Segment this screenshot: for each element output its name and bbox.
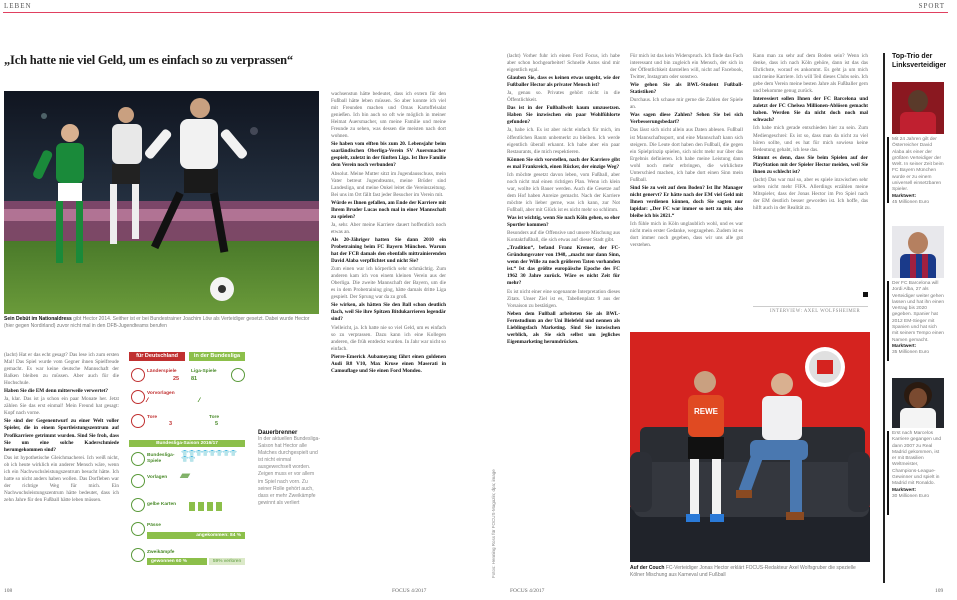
col2-para: Zum einen war ich körperlich sehr schmächtig. Zum anderen kam ich von einem kleinen Verein aus der Oberliga. Die zweite Mannschaft der Bayern, um die es in dem Probetraining ging, hätte damals dritte Liga gespielt. Der Sprung war da zu groß.: [331, 266, 446, 301]
col3-para: Ja, genau so. Privates gehört nicht in die Öffentlichkeit.: [507, 90, 620, 104]
col5-question: Interessiert sollen Ihnen der FC Barcelona und zuletzt der FC Chelsea Millionen-Ablösen gemacht haben. Werden Sie da nicht doch noch mal schwach?: [753, 96, 868, 124]
photo-credit: Fotos: Henning Ross für FOCUS-Magazin; dpa; image: [491, 469, 496, 578]
yellow-card-icon: [131, 498, 145, 512]
col3-question: Neben dem Fußball arbeiteten Sie als BWL-Fernstudium an der Uni Bielefeld und nennen als Lieblingsfach Marketing. Sind Sie inzwischen werblich, als Sie sich selbst um jegliches Eigenmarketing herumdrücken.: [507, 310, 620, 345]
section-label-left: LEBEN: [4, 2, 32, 10]
col3-para: (lacht) Vorher fuhr ich einen Ford Focus, ich habe aber schon hochgearbeitet! Schnelle Autos sind mir eigentlich egal.: [507, 53, 620, 74]
couch-photo-art: [630, 332, 870, 562]
col2-question: Sie wirken, als hätten Sie den Ball schon deutlich flach, weil Sie ihre Spitzen Bitdukarrieren legendär sind?: [331, 302, 446, 323]
match-photo-art: [4, 91, 319, 314]
dauerbrenner-box: [258, 430, 320, 507]
col3-question: Was ist wichtig, wenn Sie nach Köln gehen, so eher Sportler kommen?: [507, 215, 620, 229]
jersey-sponsor: REWE: [694, 407, 718, 416]
player-marcelo-marker: [887, 431, 889, 515]
goal-icon: [131, 414, 145, 428]
article-column-5: [753, 53, 868, 298]
player-jordi-alba-text: [892, 281, 944, 357]
section-label-right: SPORT: [918, 2, 945, 10]
ball-icon: [231, 368, 245, 382]
magazine-issue-left: FOCUS 4/2017: [392, 588, 427, 594]
col2-para: wachsenstun hätte bedeutet, dass ich extern für den Fußball hätte leben müssen. So aber konnte ich viel mit Freunden machen und Omas Kartoffelsalat genießen. Ich bin auch so oft wie möglich in meiner Heimat Auersmacher, um meine Familie und meine Freunde zu sehen, was dessen die meisten nach dort wohnen.: [331, 91, 446, 140]
season-bar: Bundesliga-Saison 2016/17: [129, 440, 245, 447]
stat-label-right: Liga-Spiele: [191, 369, 217, 374]
col3-question: „Tradition“, befand Franz Kremer, der FC-Gründungsvater von 1948, „macht nur dann Sinn, wenn der Wille zu noch größeren Taten vorhanden ist.“ Ist das größte europäische Epoche des FC 1962 30 Jahre zurück. Wäre es nicht Zeit für mehr?: [507, 245, 620, 287]
shirt-icons: 👕👕👕👕👕👕👕👕👕👕: [181, 451, 237, 463]
col2-para: Ja, sehr. Aber meine Karriere dauert hoffentlich noch etwas an.: [331, 221, 446, 235]
stat-value: 3: [169, 421, 173, 427]
player-marcelo-desc: Erst nach Marcelos Karriere gegangen und dann 2007 zu Real Madrid gekommen, ist er mit Brasilien Weltmeister, Champions-League-Gewinner und spielt in Madrid mit Ronaldo.: [892, 431, 942, 487]
col2-question: Sie haben vom elften bis zum 20. Lebensjahr beim saarländischen Oberliga-Verein SV Auersmacher gespielt, zuletzt in der fünften Liga. Ist Ihre Familie dem Verein noch verbunden?: [331, 141, 446, 169]
stat-value-right: 5: [215, 421, 219, 427]
player-alaba-value: 45 Millionen Euro: [892, 199, 930, 205]
stat-label: Vorvorlagen: [147, 391, 175, 396]
col1-question: Sie sind der Gegenentwurf zu einer Welt voller Spieler, die in einem Sportleistungszentrum auf Profikarriere getrimmt wurden. Sind Sie froh, dass Sie um eine solche Kaderschmiede herumgekommen sind?: [4, 418, 119, 453]
caption-lead: Sein Debüt im Nationaldress: [4, 316, 72, 322]
col3-para: Ja, habe ich. Es ist aber nicht einfach für mich, im öffentlichen Raum unbemerkt zu bleiben. Ich werde eigentlich überall erkannt. Ich habe aber ein paar Restaurants, die mich respektieren.: [507, 127, 620, 155]
sidebar-rule: [883, 53, 885, 583]
stats-head-germany: für Deutschland: [129, 352, 185, 361]
article-headline: „Ich hatte nie viel Geld, um es einfach so zu verprassen“: [4, 53, 293, 67]
season-assist-icon: [131, 474, 145, 488]
player-alaba-marker: [887, 137, 889, 203]
top-trio-sidebar: [892, 53, 952, 70]
player-photo-alaba: [892, 82, 944, 134]
player-marcelo-value-label: Marktwert:: [892, 487, 917, 493]
player-photo-marcelo: [892, 378, 944, 428]
col3-para: Es ist nicht einer eine sogenannte Interpretation dieses Zitats. Unser Ziel ist es, Tabellenplatz 9 aus der Vorsaison zu bestätigen.: [507, 288, 620, 309]
season-row-label: gelbe Karten: [147, 502, 177, 507]
player-alaba-value-label: Marktwert:: [892, 193, 917, 199]
col4-para: Für mich ist das kein Widerspruch. Ich finde das Fach interessant und bin zugleich ein Mensch, der sich in der Öffentlichkeit darstellen will, nicht auf Facebook, Twitter, Instagram oder sonstwo.: [630, 53, 743, 81]
player-jordi-alba-value: 35 Millionen Euro: [892, 350, 930, 356]
season-games-icon: [131, 452, 145, 466]
col4-para: Durchaus. Ich schaue mir gerne die Zahlen der Spiele an.: [630, 97, 743, 111]
couch-photo: [630, 332, 870, 562]
match-photo-caption: [4, 316, 320, 330]
page-number-right: 109: [935, 588, 944, 594]
player-alaba-text: [892, 137, 944, 206]
player-alaba-desc: Mit 24 Jahren gilt der Österreicher David Alaba als einer der größten Verteidiger der Welt. In seiner Zeit beim FC Bayern München wurde er zu einem universell einsetzbaren Spieler.: [892, 137, 944, 193]
couch-photo-caption: [630, 565, 870, 579]
col2-question: Als 20-Jähriger hatten Sie dann 2010 ein Probetraining beim FC Bayern München. Warum hat der FCB damals den ebenfalls mittrainierenden David Alaba verpflichtet und nicht Sie?: [331, 236, 446, 265]
player-jordi-alba-value-label: Marktwert:: [892, 343, 917, 349]
col5-para: (lacht) Das war mal so, aber es spiele inzwischen sehr selten nicht mehr FIFA. Allerdings erzählen meine Mitspieler, dass der Jonas Hector im Pro Spiel nach der EM deutlich besser geworden ist. Ich hoffe, das hilft auch in der Realität zu.: [753, 176, 868, 211]
dauerbrenner-text: In der aktuellen Bundesliga-Saison hat Hector alle Matches durchgespielt und ist nicht einmal ausgewechselt worden. Zeigen muss er vor allem im Spiel nach vorn. Zu seiner Rolle gehört auch, dass er mehr Zweikämpfe gewinnt als verliert: [258, 436, 320, 506]
season-row-label: Vorlagen: [147, 475, 168, 480]
stat-label: Länderspiele: [147, 369, 177, 374]
caption-text: gibt Hector 2014. Seither ist er bei Bundestrainer Joachim Löw als Verteidiger gesetzt. Dabei wurde Hector (hier gegen Nordirland) zuvor nicht mal in den DFB-Jugendteams berufen: [4, 316, 310, 329]
end-mark: [863, 292, 868, 297]
player-marcelo-value: 30 Millionen Euro: [892, 493, 930, 499]
player-jordi-alba-desc: Der FC Barcelona will Jordi Alba, 27 als Verteidiger weiter gehen lassen und hat ihn einen Vertrag bis 2020 gegeben. Spanier hat 2012 EM-Sieger mit Spanien und hat sich mit seinem Tempo einen Namen gemacht.: [892, 281, 945, 343]
col1-para: (lacht) Hat er das echt gesagt? Das lese ich zum ersten Mal! Das Spiel wurde vom Gegner ihnen Spielfreude gemacht. Es war keine deutsche Mannschaft der Balken bleiben zu müssen. Aber auch für die Hochschule.: [4, 352, 119, 387]
stat-value: 25: [173, 376, 180, 382]
magazine-issue-right: FOCUS 4/2017: [510, 588, 545, 594]
article-column-3: [507, 53, 620, 583]
assist-icon: [131, 390, 145, 404]
col3-question: Das ist in der Fußballwelt kaum umzusetzen. Haben Sie inzwischen ein paar Wohlfühlorte gefunden?: [507, 105, 620, 126]
player-jordi-alba-marker: [887, 281, 889, 361]
duel-won-bar: gewonnen 60 %: [147, 558, 207, 565]
col4-question: Was sagen diese Zahlen? Sehen Sie bei sich Verbesserungsbedarf?: [630, 112, 743, 126]
top-rule: [3, 12, 948, 13]
col2-question: Pierre-Emerick Aubameyang fährt einen goldenen Audi R8 V10, Max Kruse einen Maserati in Camouflage und Sie einen Ford Mondeo.: [331, 353, 446, 374]
col5-para: Kann man zu sehr auf dem Boden sein? Wenn ich denke, dass ich nach Köln gehöre, dann ist das das Ehrlichste, worauf es ankommt. Es geht ja um mich und meine Karriere. Ich will Teil dieses Clubs sein. Ich gebe dem Verein meine besten Jahre als Fußballer gern und bekomme genug zurück.: [753, 53, 868, 95]
player-marcelo-text: [892, 431, 944, 500]
col3-para: Besonders auf die Offensive und unsere Mischung aus Kontaktfußball, die sich etwas auf dieser Stadt gibt.: [507, 230, 620, 244]
match-photo: [4, 91, 319, 314]
caption-text: FC-Verteidiger Jonas Hector erklärt FOCUS-Redakteur Axel Wolfsgruber die spezielle Kölner Mischung aus Karneval und Fußball: [630, 565, 856, 578]
credit-rule: [753, 306, 868, 307]
jersey-icon: [131, 368, 145, 382]
col1-para: Das ist hypothetische Gleichmacherei. Ich weiß nicht, ob ich heute wirklich ein anderer Mensch wäre, wenn ich ein Nachwuchsleistungszentrum besucht hätte. Ich hatte so nicht anders haben wollen. Das Dorfleben war der richtige Weg für mich. Ein Nachwuchsleistungszentrum hätte bedeutet, dass ich zehn Jahre für den Fußball hätte leben müssen.: [4, 454, 119, 503]
article-column-1: [4, 352, 119, 584]
col2-question: Würde es Ihnen gefallen, am Ende der Karriere mit Ihrem Bruder Lucas noch mal in einer Mannschaft zu spielen?: [331, 199, 446, 220]
stat-label-right: Tore: [209, 415, 220, 420]
card-marks: [189, 498, 222, 516]
col3-para: Ich möchte gesetzt davon leben, vom Fußball, aber noch nicht mal einen richtigen Plan. Wenn ich klein war, wollte ich Bauer werden. Auch die Gesetze auf dem Hof haben Anreize gemacht. Nach der Karriere möchte ich lieber gerne, was ich kann, zur Not Fußball, aber mit Glück ist es nicht mehr so schlimm.: [507, 171, 620, 213]
col4-question: Wie gehen Sie als BWL-Student Fußball-Statistiken?: [630, 82, 743, 96]
boot-icons: ⁄⁄⁄⁄⁄⁄⁄⁄⁄⁄⁄⁄⁄⁄⁄⁄: [181, 474, 190, 480]
article-column-4: [630, 53, 743, 315]
duel-icon: [131, 548, 145, 562]
stats-infographic: [129, 352, 247, 582]
col5-question: Stimmt es denn, dass Sie beim Spielen auf der PlayStation mit der Spieler Hector meiden, weil Sie ihnen zu schlecht ist?: [753, 154, 868, 175]
dauerbrenner-title: Dauerbrenner: [258, 430, 298, 436]
stats-head-bundesliga: in der Bundesliga: [189, 352, 245, 361]
season-row-label: Bundesliga-Spiele: [147, 453, 175, 464]
col3-question: Können Sie sich vorstellen, nach der Karriere gibt es mal Frankreich, einen Rücker, der einzige Weg?: [507, 156, 620, 170]
stat-label: Tore: [147, 415, 158, 420]
duel-lost-bar: 59% verloren: [209, 558, 245, 565]
col4-para: Das lässt sich nicht allein aus Daten ablesen. Fußball ist Mannschaftssport, und eine Mannschaft kann sich steigern. Die Leute dort haben den Fußball, die gegen ein Spielprinzip spielen, sich nicht mehr nur über das Ergebnis definieren. Ich habe meine Leistung dann wohl noch mehr erbringen, die wirklichste Unterschied machen, ich habe dort einen Sinn mein Fußball.: [630, 127, 743, 183]
col1-question: Haben Sie die EM denn mitterweile verwertet?: [4, 388, 109, 395]
interview-credit: INTERVIEW: AXEL WOLFSHEIMER: [770, 309, 861, 314]
article-column-2: [331, 91, 446, 583]
col5-para: Ich habe mich gerade entschieden hier zu sein. Zum Mediengeschrei: Es ist so, dass man da nicht zu viel hören sollte, und es hat für mich sowieso keine Bedeutung gehabt, ich lese das.: [753, 125, 868, 153]
caption-lead: Auf der Couch: [630, 565, 665, 571]
col4-question: Sind Sie zu weit auf dem Boden? Ist Ihr Manager nicht genervt? Er hätte nach der EM viel Geld mit Ihnen verdienen können, doch Sie sagten nur lapidar: „Der FC war immer so nett zu mir, also bleibe ich bis 2021.“: [630, 184, 743, 220]
col2-para: Vielleicht, ja. Ich hatte nie so viel Geld, um es einfach so zu verprassen. Dazu kann ich eine Kollegen anderen, die früh entdeckt wurden. In Jahr war nicht so einfach.: [331, 324, 446, 352]
col3-question: Glauben Sie, dass es keinen etwas ungeht, wie der Fußballer Hector als privater Mensch ist?: [507, 75, 620, 89]
pass-bar: angekommen: 84 %: [147, 532, 245, 539]
player-photo-jordi-alba: [892, 226, 944, 278]
stat-value-right: 81: [191, 376, 198, 382]
page-number-left: 108: [4, 588, 13, 594]
season-row-label: Pässe: [147, 523, 161, 528]
sidebar-title: Top-Trio der Linksverteidiger: [892, 53, 947, 69]
col1-para: Ja, klar. Das ist ja schon ein paar Monate her. Jetzt zählen Sie das erst einmal! Mein Freund hat gesagt: Kopf nach vorne.: [4, 396, 119, 417]
col4-para: Ich fühle mich in Köln unglaublich wohl, und es war nicht mein erster Gedanke, wegzugehen. Zudem ist es dort immer noch gegeben, dass wir uns alle gut verstehen.: [630, 221, 743, 249]
duel-label: Zweikämpfe: [147, 550, 175, 555]
col2-para: Absolut. Meine Mutter sitzt im Jugendausschuss, mein Vater betreut Jugendteams, meine Brüder sind Landesliga, und meine Onkel leitet die Vereinszeitung. Bei uns im Ort fällt fast jeder Besucher im Verein mit.: [331, 170, 446, 198]
pass-icon: [131, 522, 145, 536]
